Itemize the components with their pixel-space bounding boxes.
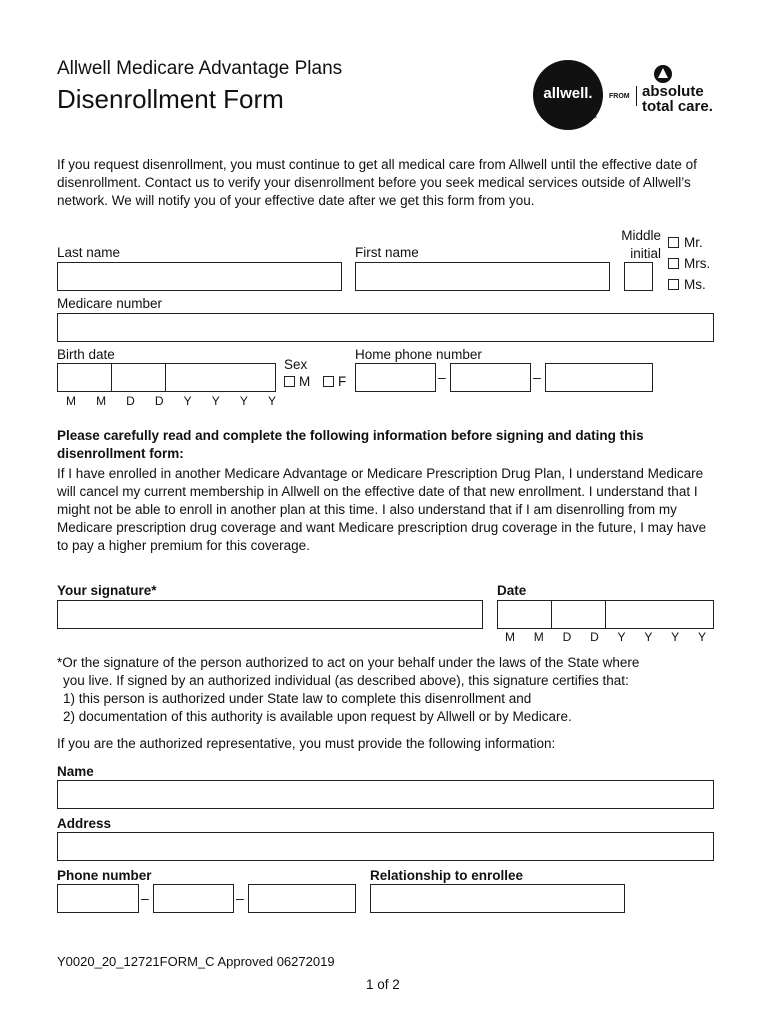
first-name-label: First name <box>355 245 419 260</box>
rep-relationship-field[interactable] <box>370 884 625 913</box>
form-code: Y0020_20_12721FORM_C Approved 06272019 <box>57 954 335 969</box>
middle-initial-label-line1: Middle <box>621 228 661 243</box>
logo-from-text: FROM <box>609 93 630 100</box>
sig-format-y2: Y <box>644 630 653 644</box>
sig-format-y1: Y <box>617 630 626 644</box>
format-m2: M <box>96 394 107 408</box>
signature-label: Your signature* <box>57 583 157 598</box>
home-phone-line-field[interactable] <box>545 363 653 392</box>
home-phone-area-field[interactable] <box>355 363 436 392</box>
authorized-note-line2: you live. If signed by an authorized individual (as described above), this signature certifies that: <box>63 673 629 688</box>
format-y4: Y <box>267 394 276 408</box>
signature-date-label: Date <box>497 583 527 598</box>
title-ms-label: Ms. <box>684 277 706 292</box>
page-number: 1 of 2 <box>366 977 400 992</box>
first-name-field[interactable] <box>355 262 610 291</box>
sex-f-label: F <box>338 374 347 389</box>
authorized-note-line1: *Or the signature of the person authorized to act on your behalf under the laws of the State where <box>57 655 640 670</box>
last-name-field[interactable] <box>57 262 342 291</box>
birth-date-label: Birth date <box>57 347 115 362</box>
medicare-number-label: Medicare number <box>57 296 163 311</box>
sig-format-y4: Y <box>697 630 706 644</box>
instructions-heading: Please carefully read and complete the following information before signing and dating this disenrollment form: <box>57 428 644 461</box>
logo-brand-line2: total care. <box>642 98 713 115</box>
title-mrs-label: Mrs. <box>684 256 711 271</box>
sig-format-m2: M <box>533 630 544 644</box>
allwell-logo <box>533 60 603 130</box>
instructions-body: If I have enrolled in another Medicare Advantage or Medicare Prescription Drug Plan, I understand Medicare will cancel my current membership in Allwell on the effective date of that new enrollment. I understand that I might not be able to enroll in another plan at this time. I also understand that if I am disenrolling from my Medicare prescription drug coverage and want Medicare prescription drug coverage in the future, I may have to pay a higher premium for this coverage. <box>57 466 707 553</box>
title-mr-label: Mr. <box>684 235 703 250</box>
format-m1: M <box>66 394 76 408</box>
rep-name-label: Name <box>57 764 94 779</box>
sig-format-d1: D <box>562 630 572 644</box>
format-y1: Y <box>183 394 192 408</box>
middle-initial-label <box>614 227 661 263</box>
title-ms-checkbox[interactable] <box>668 279 679 290</box>
absolute-total-care-icon <box>653 64 673 84</box>
signature-date-year-field[interactable] <box>605 600 714 629</box>
rep-name-field[interactable] <box>57 780 714 809</box>
format-d2: D <box>154 394 164 408</box>
rep-address-field[interactable] <box>57 832 714 861</box>
birth-date-month-field[interactable] <box>57 363 112 392</box>
sig-format-y3: Y <box>671 630 680 644</box>
middle-initial-field[interactable] <box>624 262 653 291</box>
rep-phone-line-field[interactable] <box>248 884 356 913</box>
representative-intro: If you are the authorized representative, you must provide the following information: <box>57 736 556 751</box>
allwell-logo-text: allwell. <box>543 85 593 102</box>
sex-m-label: M <box>299 374 311 389</box>
sex-label: Sex <box>284 357 308 372</box>
sex-m-checkbox[interactable] <box>284 376 295 387</box>
birth-date-year-field[interactable] <box>165 363 276 392</box>
page-title: Disenrollment Form <box>57 84 284 114</box>
title-mrs-checkbox[interactable] <box>668 258 679 269</box>
birth-date-day-field[interactable] <box>111 363 166 392</box>
sig-format-m1: M <box>505 630 515 644</box>
home-phone-label: Home phone number <box>355 347 482 362</box>
absolute-total-care-logo <box>642 84 713 114</box>
middle-initial-label-line2: initial <box>630 246 661 261</box>
rep-phone-dash-2: – <box>236 890 244 906</box>
intro-paragraph: If you request disenrollment, you must continue to get all medical care from Allwell until the effective date of disenrollment. Contact us to verify your disenrollment before you seek medical services outside of Allwell’s network. We will notify you of your effective date after we get this form from you. <box>57 157 697 208</box>
authorized-note-line3: 1) this person is authorized under State law to complete this disenrollment and <box>63 691 532 706</box>
signature-date-day-field[interactable] <box>551 600 606 629</box>
logo-brand-line1: absolute <box>642 83 704 100</box>
format-d1: D <box>126 394 135 408</box>
allwell-logo-tm: ™ <box>591 116 597 122</box>
rep-phone-area-field[interactable] <box>57 884 139 913</box>
signature-date-format <box>505 630 706 644</box>
last-name-label: Last name <box>57 245 121 260</box>
rep-phone-prefix-field[interactable] <box>153 884 234 913</box>
rep-relationship-label: Relationship to enrollee <box>370 868 524 883</box>
title-mr-checkbox[interactable] <box>668 237 679 248</box>
authorized-note-line4: 2) documentation of this authority is available upon request by Allwell or by Medicare. <box>63 709 572 724</box>
rep-phone-dash-1: – <box>141 890 149 906</box>
rep-phone-label: Phone number <box>57 868 152 883</box>
rep-address-label: Address <box>57 816 112 831</box>
phone-dash-1: – <box>438 369 446 385</box>
medicare-number-field[interactable] <box>57 313 714 342</box>
signature-date-month-field[interactable] <box>497 600 552 629</box>
birth-date-format <box>66 394 276 408</box>
authorized-note <box>57 654 717 726</box>
format-y2: Y <box>211 394 220 408</box>
sex-f-checkbox[interactable] <box>323 376 334 387</box>
home-phone-prefix-field[interactable] <box>450 363 531 392</box>
format-y3: Y <box>239 394 248 408</box>
logo-divider <box>636 86 637 106</box>
phone-dash-2: – <box>533 369 541 385</box>
signature-field[interactable] <box>57 600 483 629</box>
form-subtitle: Allwell Medicare Advantage Plans <box>57 58 343 79</box>
sig-format-d2: D <box>590 630 599 644</box>
